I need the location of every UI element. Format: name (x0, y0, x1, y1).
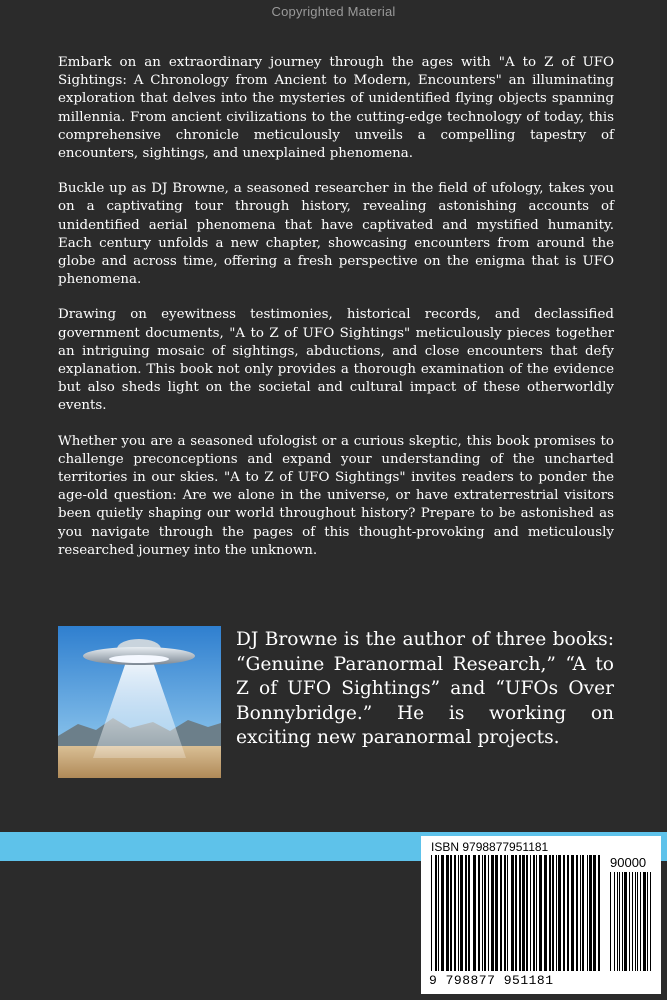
barcode-bar (458, 855, 459, 971)
barcode-bar (536, 855, 537, 971)
blurb-paragraph-3: Drawing on eyewitness testimonies, historical records, and declassified government documents, "A to Z of UFO Sightings" meticulously pieces together an intriguing mosaic of sightings, abductions, and close encounters that defy explanation. This book not only provides a thorough examination of the evidence but also sheds light on the societal and cultural impact of these otherworldly events. (58, 307, 614, 414)
barcode-bar (441, 855, 444, 971)
barcode-bar (624, 872, 627, 971)
barcode-bar (473, 855, 476, 971)
author-bio: DJ Browne is the author of three books: “Genuine Paranormal Research,” “A to Z of UFO Sightings” and “UFOs Over Bonnybridge.” He is working on exciting new paranormal projects. (236, 629, 614, 749)
barcode-bar (637, 872, 638, 971)
addon-barcode-bars (610, 872, 654, 971)
barcode-bar (587, 855, 588, 971)
barcode-bar (558, 855, 561, 971)
barcode-bar (650, 872, 651, 971)
barcode-bar (454, 855, 456, 971)
barcode-bar (515, 855, 517, 971)
barcode-bar (617, 872, 618, 971)
barcode-bar (507, 855, 508, 971)
barcode-bar (435, 855, 437, 971)
isbn-barcode (421, 836, 661, 994)
barcode-bar (438, 855, 439, 971)
barcode-bar (629, 872, 630, 971)
blurb-paragraph-2: Buckle up as DJ Browne, a seasoned researcher in the field of ufology, takes you on a captivating tour through history, revealing astonishing accounts of unidentified aerial phenomena that have captivated and mystified humanity. Each century unfolds a new chapter, showcasing encounters from around the globe and across time, offering a fresh perspective on the enigma that is UFO phenomena. (58, 181, 614, 288)
barcode-bar (460, 855, 463, 971)
barcode-bar (549, 855, 551, 971)
barcode-bar (519, 855, 521, 971)
barcode-bar (593, 855, 596, 971)
barcode-bar (500, 855, 502, 971)
barcode-bar (556, 855, 557, 971)
barcode-bar (571, 855, 574, 971)
barcode-bar (632, 872, 633, 971)
price-code: 90000 (610, 855, 647, 870)
barcode-bar (491, 855, 494, 971)
barcode-bar (465, 855, 467, 971)
barcode-bar (622, 872, 623, 971)
barcode-digits: 9 798877 951181 (429, 973, 554, 988)
barcode-bar (552, 855, 554, 971)
barcode-bar (589, 855, 592, 971)
isbn-label: ISBN 9798877951181 (431, 840, 549, 854)
barcode-bar (530, 855, 531, 971)
barcode-bar (614, 872, 615, 971)
barcode-bar (544, 855, 547, 971)
blurb-paragraph-1: Embark on an extraordinary journey through the ages with "A to Z of UFO Sightings: A Chronology from Ancient to Modern, Encounters" an illuminating exploration that delves into the mysteries of unidentified flying objects spanning millennia. From ancient civilizations to the cutting-edge technology of today, this comprehensive chronicle meticulously unveils a compelling tapestry of encounters, sightings, and unexplained phenomena. (58, 55, 614, 162)
barcode-bar (610, 872, 611, 971)
barcode-bar (504, 855, 506, 971)
copyright-watermark: Copyrighted Material (271, 4, 396, 19)
barcode-bar (635, 872, 636, 971)
barcode-bar (567, 855, 569, 971)
barcode-bar (468, 855, 470, 971)
barcode-bar (482, 855, 483, 971)
blurb-paragraph-4: Whether you are a seasoned ufologist or a curious skeptic, this book promises to challenge preconceptions and expand your understanding of the uncharted territories in our skies. "A to Z of UFO Sightings" invites readers to ponder the age-old question: Are we alone in the universe, or have extraterrestrial visitors been quietly shaping our world throughout history? Prepare to be astonished as you navigate through the pages of this thought-provoking and meticulously researched journey into the unknown. (58, 433, 614, 558)
barcode-bar (598, 855, 600, 971)
barcode-bar (533, 855, 535, 971)
barcode-bar (619, 872, 620, 971)
barcode-bar (450, 855, 452, 971)
barcode-bar (640, 872, 641, 971)
barcode-bar (511, 855, 514, 971)
barcode-bar (647, 872, 648, 971)
barcode-bar (484, 855, 486, 971)
barcode-bar (522, 855, 525, 971)
barcode-bar (431, 855, 432, 971)
barcode-bar (495, 855, 498, 971)
barcode-bars (431, 855, 603, 971)
barcode-bar (488, 855, 489, 971)
blurb-text (58, 54, 614, 577)
barcode-bar (563, 855, 565, 971)
barcode-bar (643, 872, 646, 971)
barcode-bar (478, 855, 480, 971)
barcode-bar (582, 855, 584, 971)
barcode-bar (576, 855, 578, 971)
barcode-bar (446, 855, 449, 971)
barcode-bar (580, 855, 581, 971)
ufo-illustration (58, 626, 221, 778)
barcode-bar (526, 855, 528, 971)
barcode-bar (539, 855, 542, 971)
